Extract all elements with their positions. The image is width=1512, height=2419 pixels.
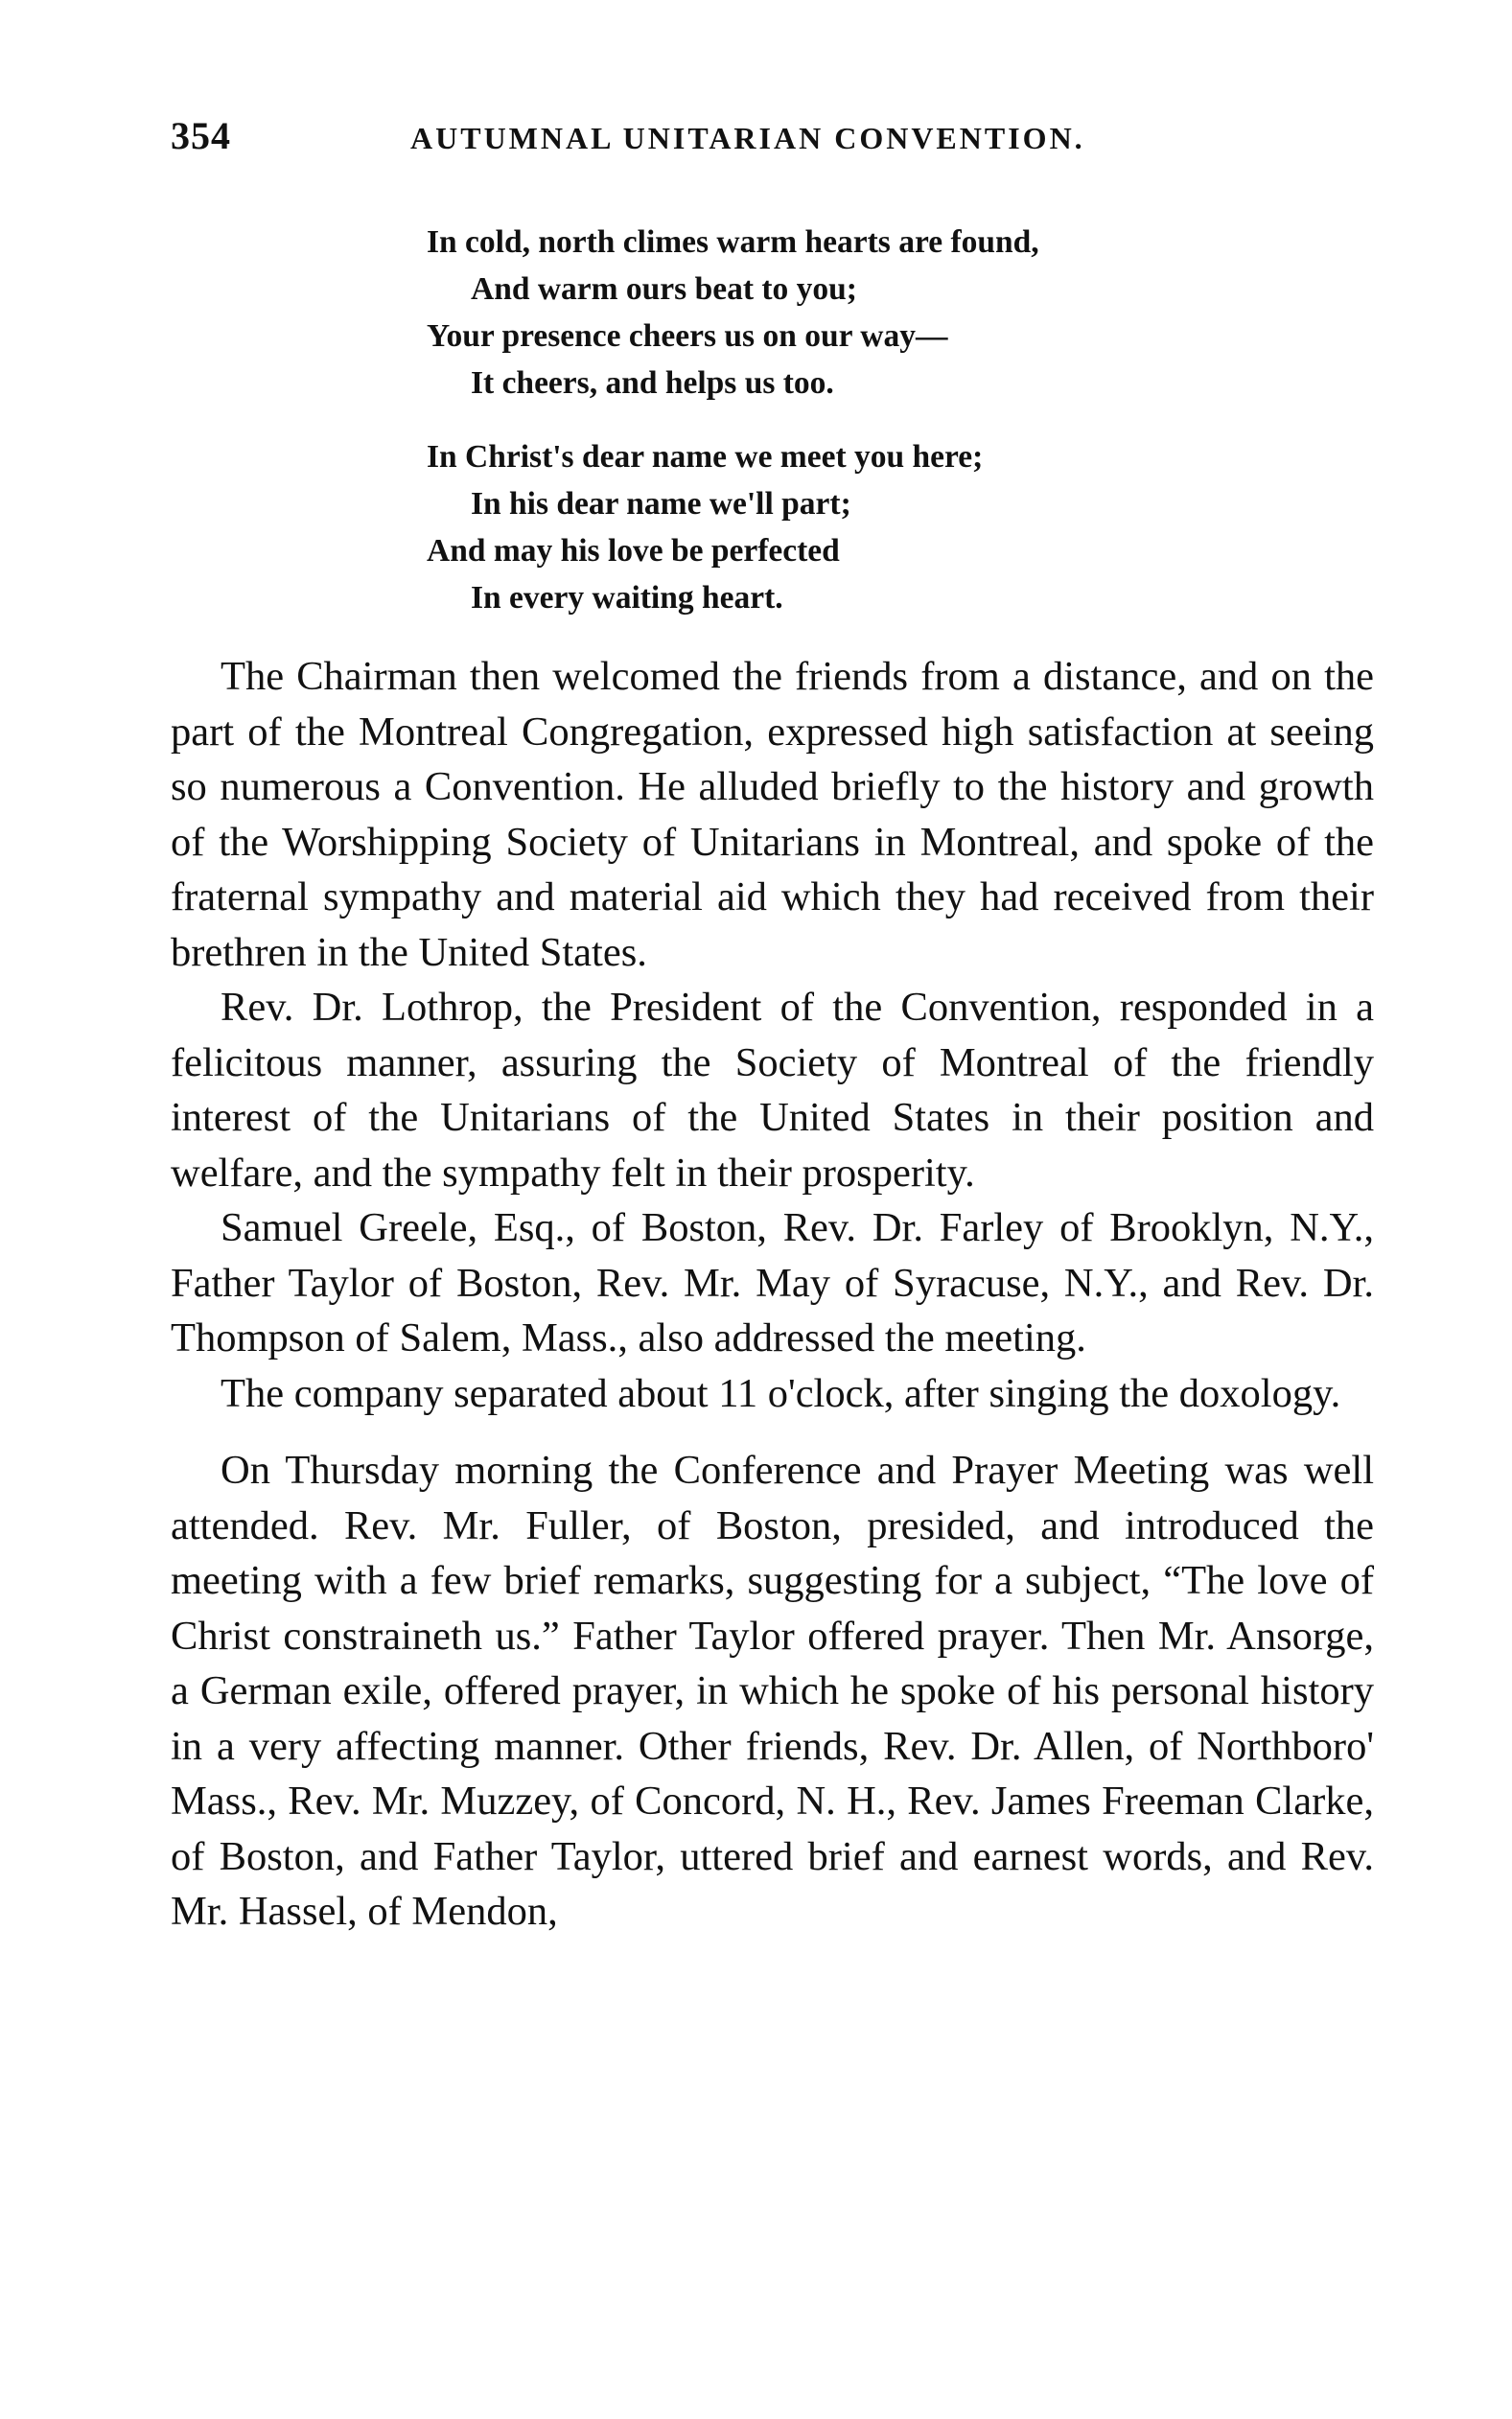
poem-line: Your presence cheers us on our way—	[427, 318, 948, 354]
running-head: AUTUMNAL UNITARIAN CONVENTION.	[410, 121, 1085, 155]
poem-stanza	[427, 219, 1290, 407]
body-text	[171, 649, 1374, 1940]
poem-line: In cold, north climes warm hearts are found,	[427, 224, 1039, 260]
paragraph: The Chairman then welcomed the friends from a distance, and on the part of the Montreal Congregation, expressed high satisfaction at seeing so numerous a Convention. He alluded briefly to the history and growth of the Worshipping Society of Unitarians in Montreal, and spoke of the fraternal sympathy and material aid which they had received from their brethren in the United States.	[171, 654, 1374, 975]
poem-stanza	[427, 433, 1290, 621]
paragraph: Rev. Dr. Lothrop, the President of the Convention, responded in a felicitous manner, assuring the Society of Montreal of the friendly interest of the Unitarians of the United States in their position and welfare, and the sympathy felt in their prosperity.	[171, 985, 1374, 1196]
poem-line: In every waiting heart.	[471, 580, 783, 616]
poem-line: It cheers, and helps us too.	[471, 365, 834, 401]
page-header	[171, 113, 1379, 171]
paragraph: The company separated about 11 o'clock, after singing the doxology.	[221, 1370, 1341, 1416]
poem-line: In his dear name we'll part;	[471, 486, 851, 522]
poem-line: And may his love be perfected	[427, 533, 840, 569]
page-number: 354	[171, 114, 231, 157]
paragraph: Samuel Greele, Esq., of Boston, Rev. Dr. Farley of Brooklyn, N.Y., Father Taylor of Boston, Rev. Mr. May of Syracuse, N.Y., and Rev. Dr. Thompson of Salem, Mass., also addressed the meeting.	[171, 1205, 1374, 1361]
paragraph: On Thursday morning the Conference and Prayer Meeting was well attended. Rev. Mr. Fuller, of Boston, presided, and introduced the meeting with a few brief remarks, suggesting for a subject, “The love of Christ constraineth us.” Father Taylor offered prayer. Then Mr. Ansorge, a German exile, offered prayer, in which he spoke of his personal history in a very affecting manner. Other friends, Rev. Dr. Allen, of Northboro' Mass., Rev. Mr. Muzzey, of Concord, N. H., Rev. James Freeman Clarke, of Boston, and Father Taylor, uttered brief and earnest words, and Rev. Mr. Hassel, of Mendon,	[171, 1448, 1374, 1934]
poem-line: In Christ's dear name we meet you here;	[427, 439, 984, 475]
poem-line: And warm ours beat to you;	[471, 271, 857, 307]
poem	[427, 219, 1290, 648]
